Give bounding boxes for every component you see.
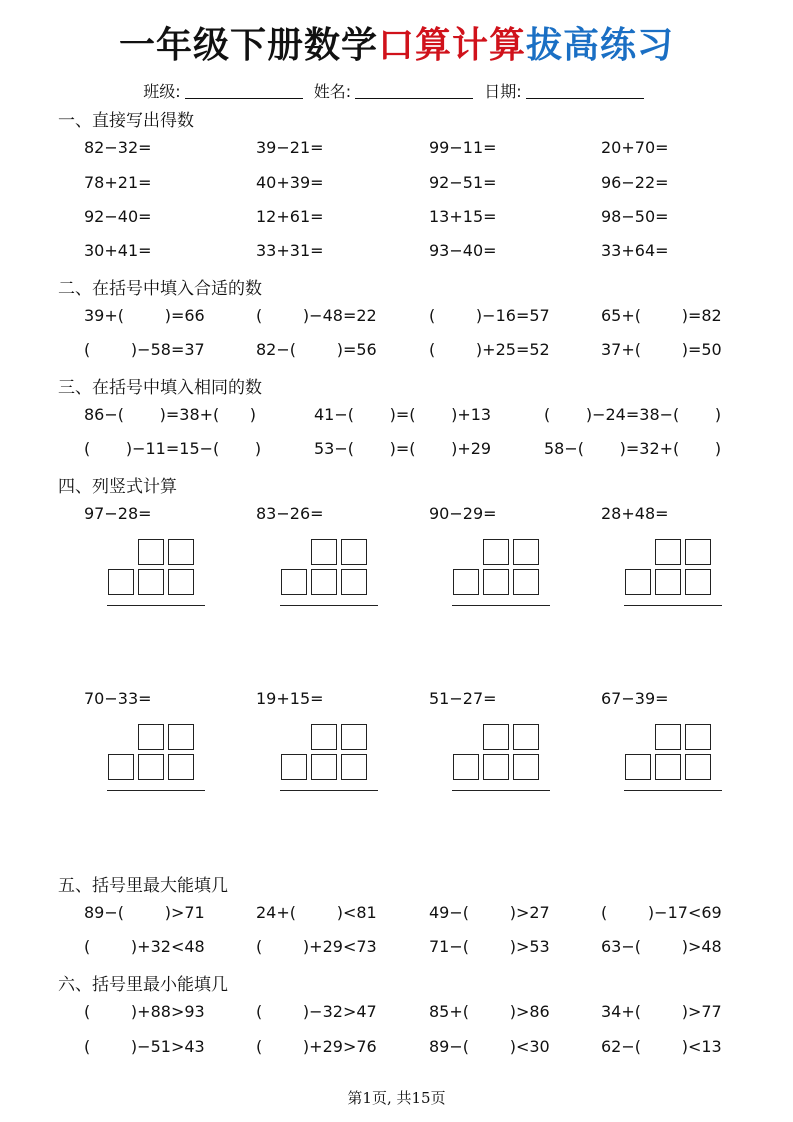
digit-box[interactable] — [168, 539, 194, 565]
digit-box[interactable] — [341, 724, 367, 750]
page-footer: 第1页, 共15页 — [347, 1089, 446, 1107]
digit-box[interactable] — [168, 754, 194, 780]
digit-box[interactable] — [341, 754, 367, 780]
problem: 39−21= — [256, 138, 324, 157]
problem: 19+15= — [256, 689, 324, 708]
section-1-row — [0, 239, 793, 263]
digit-box[interactable] — [453, 569, 479, 595]
digit-box[interactable] — [655, 569, 681, 595]
vertical-calc-grid — [280, 724, 378, 796]
problem: ( )−51>43 — [84, 1037, 205, 1056]
section-1-row — [0, 136, 793, 160]
problem: 63−( )>48 — [601, 937, 722, 956]
calc-line — [624, 605, 722, 606]
digit-box[interactable] — [513, 754, 539, 780]
problem: ( )−48=22 — [256, 306, 377, 325]
problem: ( )+25=52 — [429, 340, 550, 359]
problem: 30+41= — [84, 241, 152, 260]
section-5-row — [0, 901, 793, 925]
section-2-heading: 二、在括号中填入合适的数 — [58, 279, 262, 299]
digit-box[interactable] — [281, 569, 307, 595]
digit-box[interactable] — [341, 539, 367, 565]
problem: 20+70= — [601, 138, 669, 157]
problem: ( )+88>93 — [84, 1002, 205, 1021]
digit-box[interactable] — [513, 569, 539, 595]
problem: 97−28= — [84, 504, 152, 523]
problem: 98−50= — [601, 207, 669, 226]
digit-box[interactable] — [138, 539, 164, 565]
section-2-row — [0, 304, 793, 328]
problem: 39+( )=66 — [84, 306, 205, 325]
problem: ( )+29<73 — [256, 937, 377, 956]
problem: 62−( )<13 — [601, 1037, 722, 1056]
digit-box[interactable] — [311, 724, 337, 750]
problem: 24+( )<81 — [256, 903, 377, 922]
class-label: 班级: — [143, 82, 181, 101]
digit-box[interactable] — [685, 754, 711, 780]
problem: 82−( )=56 — [256, 340, 377, 359]
section-2-row — [0, 338, 793, 362]
problem: 58−( )=32+( ) — [544, 439, 722, 458]
digit-box[interactable] — [685, 539, 711, 565]
problem: ( )−16=57 — [429, 306, 550, 325]
digit-box[interactable] — [483, 754, 509, 780]
problem: 33+64= — [601, 241, 669, 260]
problem: 70−33= — [84, 689, 152, 708]
digit-box[interactable] — [655, 724, 681, 750]
problem: 92−51= — [429, 173, 497, 192]
problem: 85+( )>86 — [429, 1002, 550, 1021]
problem: 37+( )=50 — [601, 340, 722, 359]
calc-line — [624, 790, 722, 791]
problem: 41−( )=( )+13 — [314, 405, 492, 424]
section-3-heading: 三、在括号中填入相同的数 — [58, 378, 262, 398]
section-4-heading: 四、列竖式计算 — [58, 477, 177, 497]
digit-box[interactable] — [341, 569, 367, 595]
problem: 89−( )>71 — [84, 903, 205, 922]
digit-box[interactable] — [483, 569, 509, 595]
date-label: 日期: — [484, 82, 522, 101]
problem: ( )−17<69 — [601, 903, 722, 922]
problem: 82−32= — [84, 138, 152, 157]
section-6-heading: 六、括号里最小能填几 — [58, 975, 228, 995]
problem: ( )−32>47 — [256, 1002, 377, 1021]
calc-line — [107, 605, 205, 606]
name-field[interactable] — [355, 82, 473, 99]
digit-box[interactable] — [625, 754, 651, 780]
problem: 90−29= — [429, 504, 497, 523]
problem: 13+15= — [429, 207, 497, 226]
problem: 12+61= — [256, 207, 324, 226]
digit-box[interactable] — [685, 569, 711, 595]
calc-line — [452, 790, 550, 791]
digit-box[interactable] — [483, 724, 509, 750]
section-1-row — [0, 171, 793, 195]
problem: 65+( )=82 — [601, 306, 722, 325]
digit-box[interactable] — [311, 569, 337, 595]
problem: ( )+32<48 — [84, 937, 205, 956]
problem: 53−( )=( )+29 — [314, 439, 492, 458]
problem: 67−39= — [601, 689, 669, 708]
problem: ( )+29>76 — [256, 1037, 377, 1056]
problem: 96−22= — [601, 173, 669, 192]
digit-box[interactable] — [513, 724, 539, 750]
section-5-heading: 五、括号里最大能填几 — [58, 876, 228, 896]
problem: 28+48= — [601, 504, 669, 523]
digit-box[interactable] — [138, 724, 164, 750]
calc-line — [452, 605, 550, 606]
class-field[interactable] — [185, 82, 303, 99]
problem: 49−( )>27 — [429, 903, 550, 922]
digit-box[interactable] — [655, 754, 681, 780]
section-3-row — [0, 437, 793, 461]
problem: ( )−11=15−( ) — [84, 439, 262, 458]
digit-box[interactable] — [685, 724, 711, 750]
digit-box[interactable] — [281, 754, 307, 780]
date-field[interactable] — [526, 82, 644, 99]
title-part-mental-math: 口算计算 — [377, 25, 526, 66]
digit-box[interactable] — [108, 569, 134, 595]
vertical-calc-grid — [280, 539, 378, 611]
problem: 99−11= — [429, 138, 497, 157]
problem: 93−40= — [429, 241, 497, 260]
vertical-calc-grid — [107, 724, 205, 796]
title-part-grade: 一年级下册数学 — [118, 25, 378, 66]
digit-box[interactable] — [483, 539, 509, 565]
section-1-heading: 一、直接写出得数 — [58, 111, 194, 131]
digit-box[interactable] — [311, 754, 337, 780]
problem: 86−( )=38+( ) — [84, 405, 257, 424]
name-label: 姓名: — [313, 82, 352, 101]
calc-line — [280, 605, 378, 606]
section-4-row — [0, 502, 793, 526]
problem: 71−( )>53 — [429, 937, 550, 956]
worksheet-title — [0, 22, 793, 70]
vertical-calc-grid — [624, 724, 722, 796]
digit-box[interactable] — [625, 569, 651, 595]
digit-box[interactable] — [168, 724, 194, 750]
vertical-calc-grid — [107, 539, 205, 611]
problem: 40+39= — [256, 173, 324, 192]
section-5-row — [0, 935, 793, 959]
problem: 89−( )<30 — [429, 1037, 550, 1056]
digit-box[interactable] — [655, 539, 681, 565]
problem: 51−27= — [429, 689, 497, 708]
calc-line — [107, 790, 205, 791]
section-6-row — [0, 1000, 793, 1024]
digit-box[interactable] — [138, 569, 164, 595]
digit-box[interactable] — [168, 569, 194, 595]
problem: ( )−24=38−( ) — [544, 405, 722, 424]
digit-box[interactable] — [108, 754, 134, 780]
problem: 33+31= — [256, 241, 324, 260]
digit-box[interactable] — [138, 754, 164, 780]
vertical-calc-grid — [452, 539, 550, 611]
section-3-row — [0, 403, 793, 427]
student-info-line — [0, 80, 793, 104]
digit-box[interactable] — [311, 539, 337, 565]
problem: ( )−58=37 — [84, 340, 205, 359]
problem: 78+21= — [84, 173, 152, 192]
section-1-row — [0, 205, 793, 229]
problem: 92−40= — [84, 207, 152, 226]
vertical-calc-grid — [452, 724, 550, 796]
digit-box[interactable] — [513, 539, 539, 565]
calc-line — [280, 790, 378, 791]
problem: 34+( )>77 — [601, 1002, 722, 1021]
vertical-calc-grid — [624, 539, 722, 611]
digit-box[interactable] — [453, 754, 479, 780]
section-4-row — [0, 687, 793, 711]
problem: 83−26= — [256, 504, 324, 523]
section-6-row — [0, 1035, 793, 1059]
title-part-practice: 拔高练习 — [526, 25, 675, 66]
